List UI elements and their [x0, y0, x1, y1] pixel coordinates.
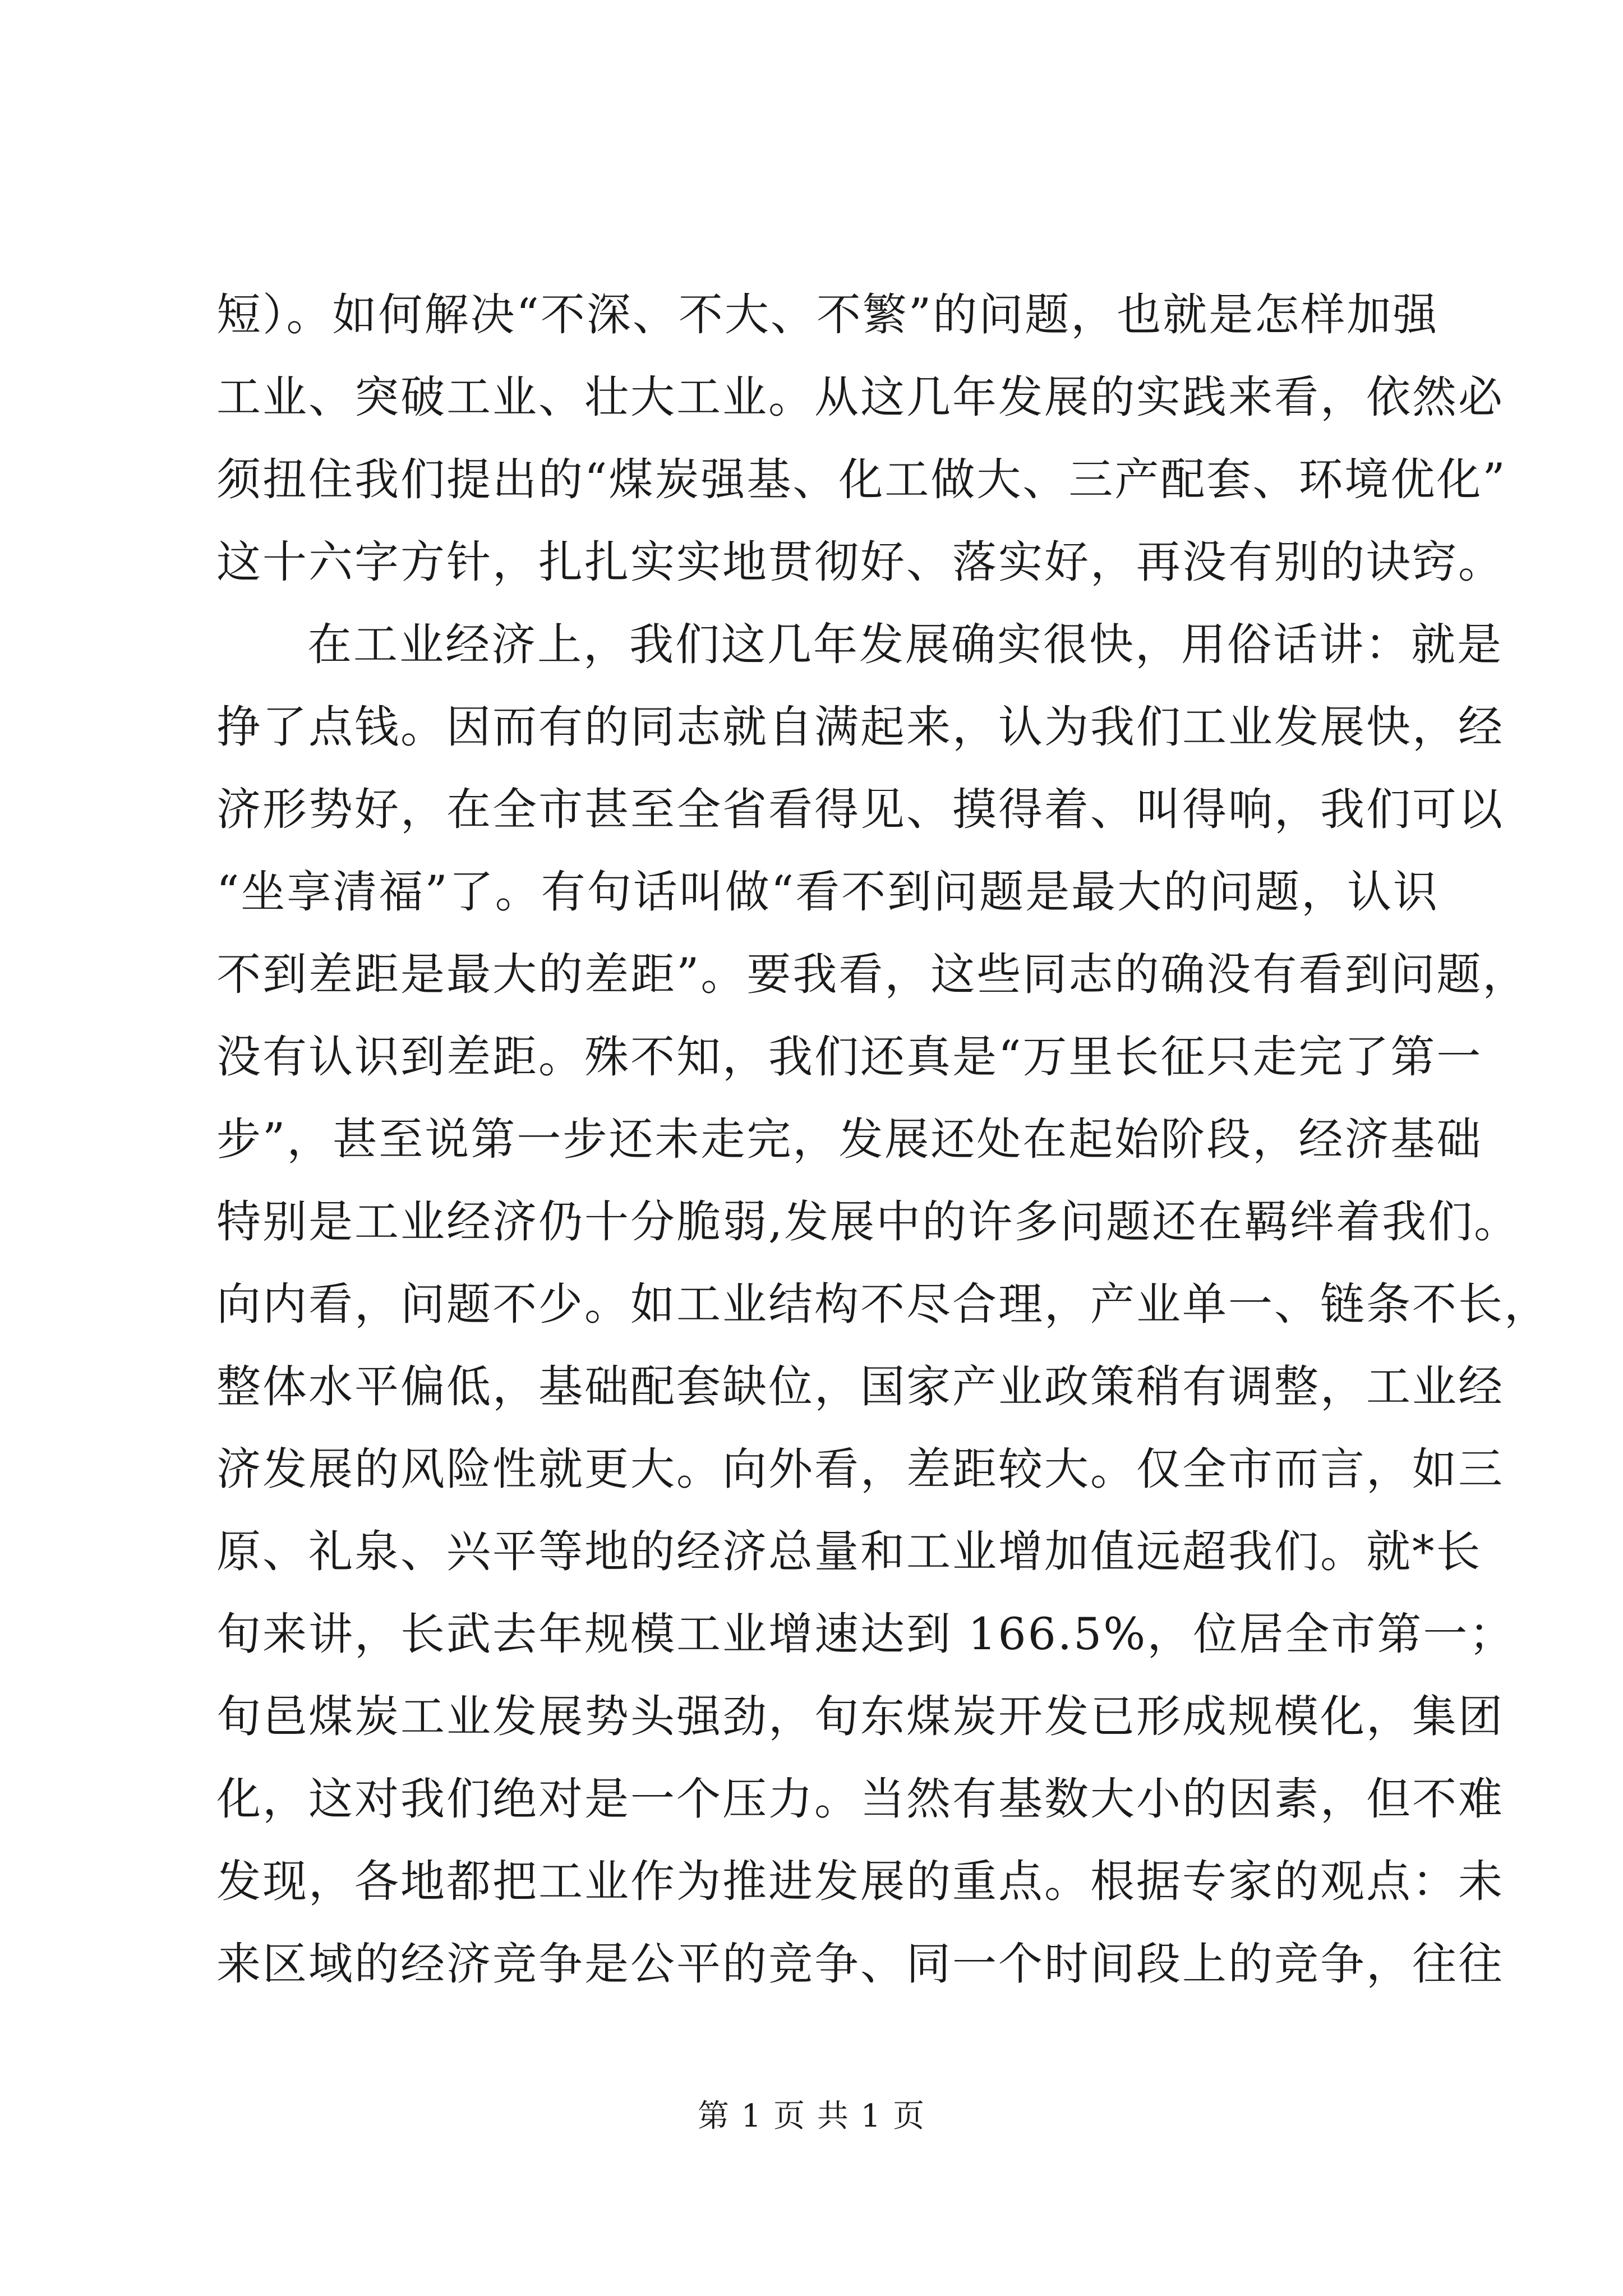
body-text: [216, 274, 1550, 2005]
text-line: 没有认识到差距。殊不知，我们还真是“万里长征只走完了第一: [216, 1031, 1483, 1083]
text-line: 须扭住我们提出的“煤炭强基、化工做大、三产配套、环境优化”: [216, 454, 1507, 505]
text-line: 这十六字方针，扎扎实实地贯彻好、落实好，再没有别的诀窍。: [216, 536, 1504, 588]
page-footer: 第 1 页 共 1 页: [697, 2098, 926, 2134]
text-line: 济发展的风险性就更大。向外看，差距较大。仅全市而言，如三: [216, 1443, 1504, 1495]
text-line: 化，这对我们绝对是一个压力。当然有基数大小的因素，但不难: [216, 1773, 1504, 1825]
text-line: 济形势好，在全市甚至全省看得见、摸得着、叫得响，我们可以: [216, 784, 1504, 835]
paragraph-first-line: 在工业经济上，我们这几年发展确实很快，用俗话讲：就是: [307, 619, 1503, 670]
text-line: 工业、突破工业、壮大工业。从这几年发展的实践来看，依然必: [216, 371, 1504, 423]
text-line: 步”，甚至说第一步还未走完，发展还处在起始阶段，经济基础: [216, 1114, 1483, 1165]
text-line: 挣了点钱。因而有的同志就自满起来，认为我们工业发展快，经: [216, 701, 1504, 753]
text-line: 向内看，问题不少。如工业结构不尽合理，产业单一、链条不长，: [216, 1278, 1550, 1330]
text-line: 短）。如何解决“不深、不大、不繁”的问题，也就是怎样加强: [216, 289, 1439, 341]
text-line: 发现，各地都把工业作为推进发展的重点。根据专家的观点：未: [216, 1856, 1504, 1907]
text-line: 来区域的经济竞争是公平的竞争、同一个时间段上的竞争，往往: [216, 1938, 1504, 1990]
text-line: 原、礼泉、兴平等地的经济总量和工业增加值远超我们。就*长: [216, 1526, 1482, 1577]
text-line: “坐享清福”了。有句话叫做“看不到问题是最大的问题，认识: [216, 866, 1440, 918]
text-line: 整体水平偏低，基础配套缺位，国家产业政策稍有调整，工业经: [216, 1361, 1504, 1412]
text-line: 旬邑煤炭工业发展势头强劲，旬东煤炭开发已形成规模化，集团: [216, 1691, 1504, 1742]
text-line: 旬来讲，长武去年规模工业增速达到 166.5%，位居全市第一；: [216, 1608, 1515, 1660]
text-line: 特别是工业经济仍十分脆弱,发展中的许多问题还在羁绊着我们。: [216, 1196, 1520, 1248]
text-line: 不到差距是最大的差距”。要我看，这些同志的确没有看到问题，: [216, 949, 1529, 1000]
